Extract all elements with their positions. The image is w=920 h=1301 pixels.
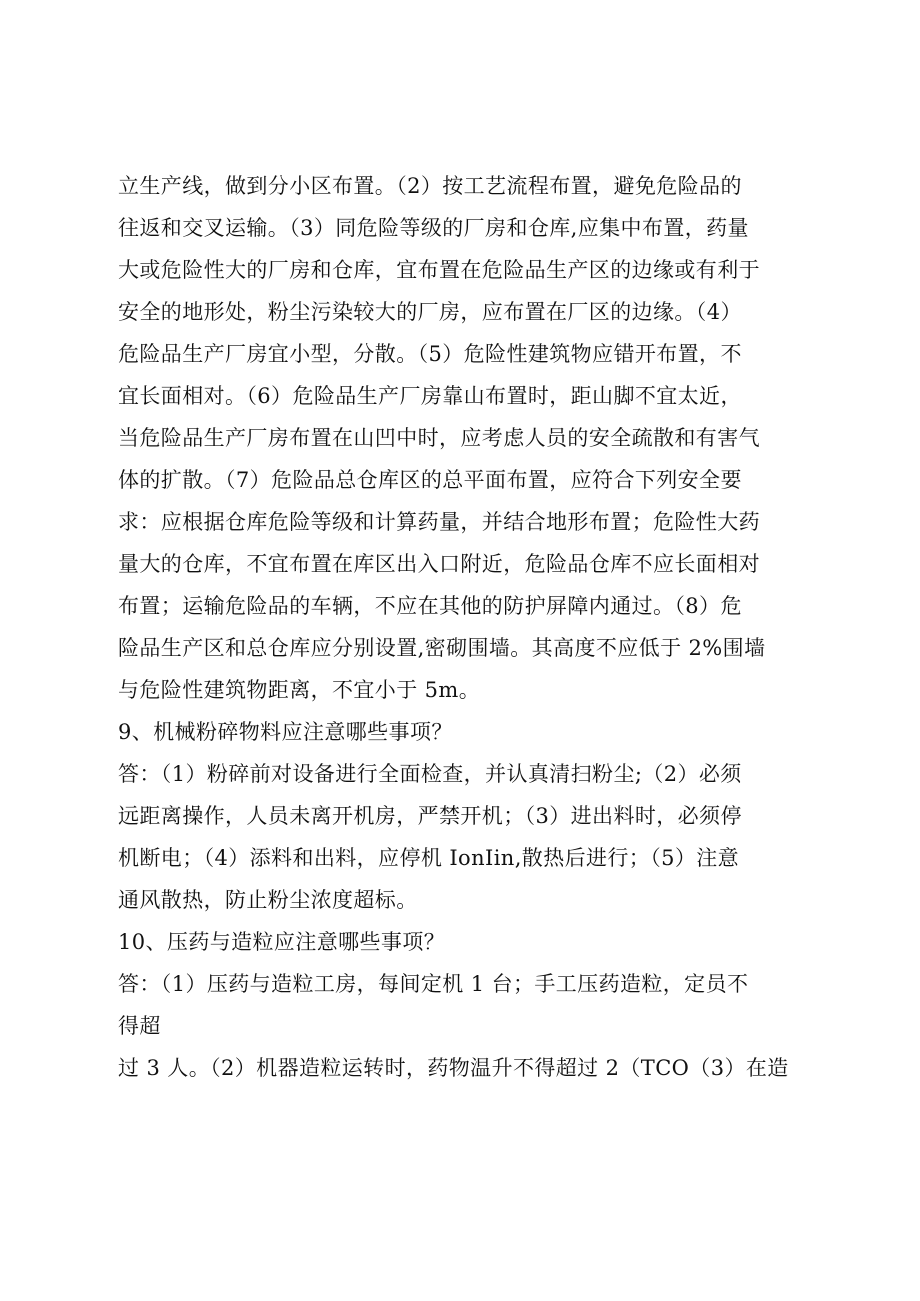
text-line: 通风散热，防止粉尘浓度超标。 bbox=[118, 888, 418, 912]
text-line: 危险品生产厂房宜小型，分散。（5）危险性建筑物应错开布置，不 bbox=[118, 342, 742, 366]
text-line: 与危险性建筑物距离，不宜小于 5m。 bbox=[118, 678, 481, 702]
text-line: 答：（1）压药与造粒工房，每间定机 1 台；手工压药造粒，定员不 bbox=[118, 972, 749, 996]
text-line: 当危险品生产厂房布置在山凹中时，应考虑人员的安全疏散和有害气 bbox=[118, 426, 760, 450]
text-line: 往返和交叉运输。（3）同危险等级的厂房和仓库,应集中布置，药量 bbox=[118, 216, 749, 240]
question-heading-10: 10、压药与造粒应注意哪些事项？ bbox=[118, 930, 446, 954]
text-line: 过 3 人。（2）机器造粒运转时，药物温升不得超过 2（TCO（3）在造 bbox=[118, 1056, 789, 1080]
text-line: 求：应根据仓库危险等级和计算药量，并结合地形布置；危险性大药 bbox=[118, 510, 760, 534]
text-line: 体的扩散。（7）危险品总仓库区的总平面布置，应符合下列安全要 bbox=[118, 468, 742, 492]
text-line: 得超 bbox=[118, 1014, 161, 1038]
text-line: 大或危险性大的厂房和仓库，宜布置在危险品生产区的边缘或有利于 bbox=[118, 258, 760, 282]
text-line: 布置；运输危险品的车辆，不应在其他的防护屏障内通过。（8）危 bbox=[118, 594, 742, 618]
text-line: 险品生产区和总仓库应分别设置,密砌围墙。其高度不应低于 2%围墙 bbox=[118, 636, 766, 660]
text-line: 立生产线，做到分小区布置。（2）按工艺流程布置，避免危险品的 bbox=[118, 174, 742, 198]
text-line: 量大的仓库，不宜布置在库区出入口附近，危险品仓库不应长面相对 bbox=[118, 552, 760, 576]
text-line: 答：（1）粉碎前对设备进行全面检查，并认真清扫粉尘;（2）必须 bbox=[118, 762, 742, 786]
question-heading-9: 9、机械粉碎物料应注意哪些事项？ bbox=[118, 720, 453, 744]
document-body bbox=[118, 165, 818, 1089]
text-line: 机断电；（4）添料和出料，应停机 IonIin,散热后进行；（5）注意 bbox=[118, 846, 740, 870]
text-line: 远距离操作，人员未离开机房，严禁开机；（3）进出料时，必须停 bbox=[118, 804, 742, 828]
text-line: 宜长面相对。（6）危险品生产厂房靠山布置时，距山脚不宜太近， bbox=[118, 384, 742, 408]
text-line: 安全的地形处，粉尘污染较大的厂房，应布置在厂区的边缘。（4） bbox=[118, 300, 742, 324]
